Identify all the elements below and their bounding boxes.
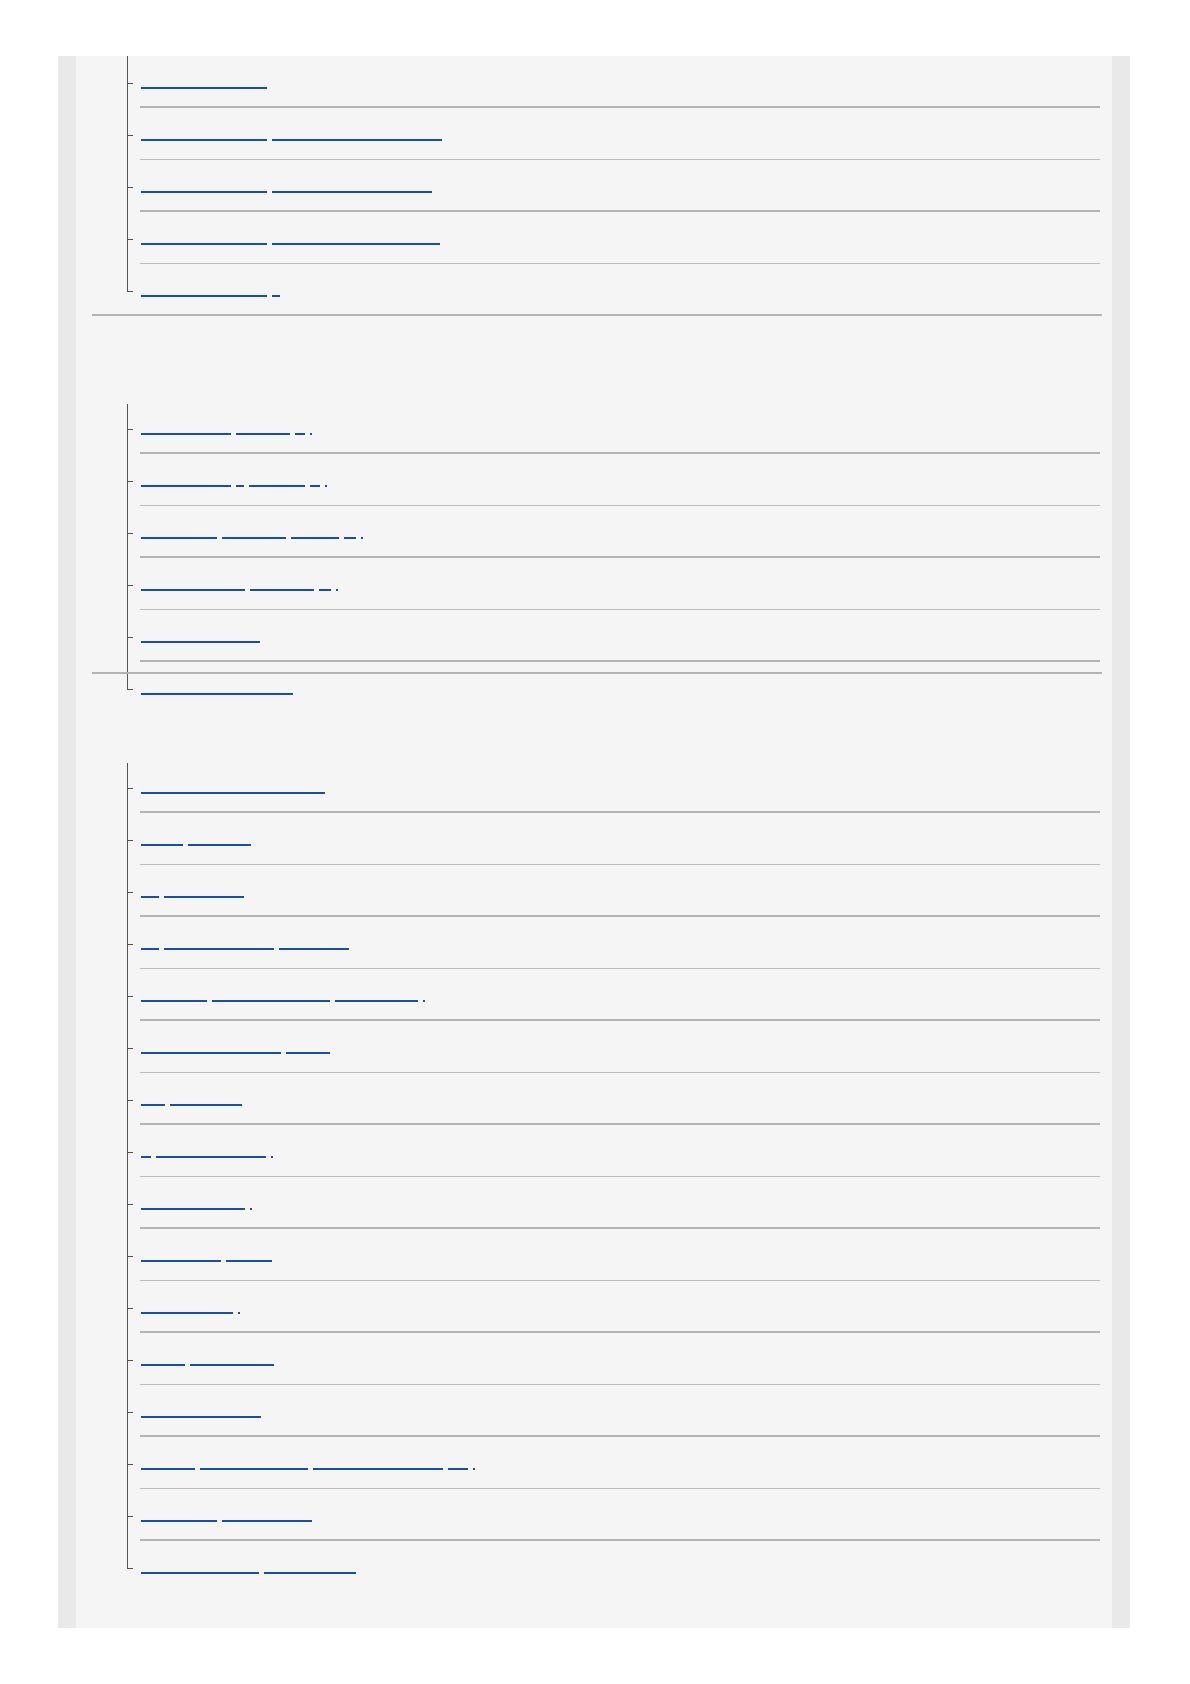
nav-list-item[interactable] (140, 662, 1100, 714)
nav-group-2 (76, 366, 1112, 714)
nav-list-item[interactable] (140, 1073, 1100, 1125)
link-text-segment[interactable] (236, 433, 290, 435)
tree-branch-tick (127, 135, 133, 136)
tree-branch-tick (127, 1256, 133, 1257)
nav-list-item[interactable] (140, 917, 1100, 969)
tree-branch-tick (127, 996, 133, 997)
section-divider (92, 672, 1102, 674)
link-text-segment[interactable] (222, 1520, 312, 1522)
tree-branch-tick (127, 1308, 133, 1309)
tree-branch-tick (127, 1152, 133, 1153)
link-text-segment[interactable] (141, 1416, 261, 1418)
link-text-segment[interactable] (236, 485, 244, 487)
nav-list-item[interactable] (140, 108, 1100, 160)
link-text-segment[interactable] (271, 1156, 273, 1158)
nav-link[interactable] (141, 537, 368, 539)
tree-line (127, 404, 128, 690)
link-text-segment[interactable] (272, 243, 440, 245)
link-text-segment[interactable] (141, 1052, 281, 1054)
link-text-segment[interactable] (291, 537, 339, 539)
link-text-segment[interactable] (212, 1000, 330, 1002)
tree-branch-tick (127, 788, 133, 789)
link-text-segment[interactable] (141, 693, 293, 695)
nav-list-item[interactable] (140, 969, 1100, 1021)
nav-list-item[interactable] (140, 558, 1100, 610)
nav-link[interactable] (141, 1520, 317, 1522)
nav-link[interactable] (141, 1260, 277, 1262)
nav-list-item[interactable] (140, 1333, 1100, 1385)
nav-group-3 (76, 725, 1112, 1593)
link-text-segment[interactable] (170, 1104, 242, 1106)
nav-link[interactable] (141, 295, 285, 297)
link-text-segment[interactable] (141, 896, 159, 898)
link-text-segment[interactable] (141, 1208, 245, 1210)
nav-link[interactable] (141, 589, 343, 591)
nav-list-item[interactable] (140, 813, 1100, 865)
link-text-segment[interactable] (156, 1156, 266, 1158)
link-text-segment[interactable] (190, 1364, 274, 1366)
nav-link[interactable] (141, 485, 332, 487)
link-text-segment[interactable] (250, 1208, 252, 1210)
nav-link[interactable] (141, 948, 354, 950)
nav-link[interactable] (141, 191, 437, 193)
nav-list-item[interactable] (140, 1385, 1100, 1437)
nav-list-item[interactable] (140, 1489, 1100, 1541)
nav-list-item[interactable] (140, 1021, 1100, 1073)
link-text-segment[interactable] (336, 589, 338, 591)
link-text-segment[interactable] (141, 295, 267, 297)
nav-link[interactable] (141, 1104, 247, 1106)
tree-branch-tick (127, 585, 133, 586)
tree-branch-tick (127, 1100, 133, 1101)
nav-list-item[interactable] (140, 212, 1100, 264)
link-text-segment[interactable] (141, 1364, 185, 1366)
nav-list-item[interactable] (140, 1177, 1100, 1229)
link-text-segment[interactable] (141, 87, 267, 89)
link-text-segment[interactable] (335, 1000, 418, 1002)
link-text-segment[interactable] (286, 1052, 330, 1054)
nav-list-item[interactable] (140, 56, 1100, 108)
link-text-segment[interactable] (313, 1468, 443, 1470)
tree-branch-tick (127, 291, 133, 292)
nav-list-item[interactable] (140, 1229, 1100, 1281)
tree-branch-tick (127, 689, 133, 690)
link-text-segment[interactable] (141, 641, 260, 643)
link-text-segment[interactable] (272, 191, 432, 193)
link-text-segment[interactable] (319, 589, 331, 591)
tree-branch-tick (127, 892, 133, 893)
tree-branch-tick (127, 187, 133, 188)
link-text-segment[interactable] (310, 485, 320, 487)
link-text-segment[interactable] (141, 1000, 207, 1002)
link-text-segment[interactable] (325, 485, 327, 487)
tree-branch-tick (127, 1204, 133, 1205)
link-text-segment[interactable] (188, 844, 251, 846)
link-text-segment[interactable] (226, 1260, 272, 1262)
tree-branch-tick (127, 944, 133, 945)
tree-branch-tick (127, 1048, 133, 1049)
tree-line (127, 763, 128, 1569)
tree-branch-tick (127, 239, 133, 240)
nav-list-item[interactable] (140, 865, 1100, 917)
link-text-segment[interactable] (141, 191, 267, 193)
nav-link[interactable] (141, 641, 265, 643)
link-text-segment[interactable] (344, 537, 356, 539)
nav-link[interactable] (141, 896, 249, 898)
link-text-segment[interactable] (141, 485, 231, 487)
link-text-segment[interactable] (423, 1000, 425, 1002)
link-text-segment[interactable] (141, 139, 267, 141)
link-text-segment[interactable] (141, 433, 231, 435)
nav-link[interactable] (141, 844, 256, 846)
link-text-segment[interactable] (238, 1312, 240, 1314)
tree-branch-tick (127, 1464, 133, 1465)
link-text-segment[interactable] (264, 1572, 356, 1574)
tree-branch-tick (127, 429, 133, 430)
link-text-segment[interactable] (141, 792, 325, 794)
nav-link[interactable] (141, 1000, 430, 1002)
nav-list-item[interactable] (140, 1437, 1100, 1489)
nav-link[interactable] (141, 87, 272, 89)
link-text-segment[interactable] (272, 295, 280, 297)
link-text-segment[interactable] (141, 1156, 151, 1158)
link-text-segment[interactable] (141, 1572, 259, 1574)
link-text-segment[interactable] (310, 433, 312, 435)
tree-branch-tick (127, 1568, 133, 1569)
nav-link[interactable] (141, 1468, 480, 1470)
nav-group-1 (76, 56, 1112, 316)
link-text-segment[interactable] (141, 948, 159, 950)
tree-branch-tick (127, 1360, 133, 1361)
nav-list-item[interactable] (140, 264, 1100, 316)
nav-list-item[interactable] (140, 610, 1100, 662)
link-text-segment[interactable] (141, 589, 245, 591)
link-text-segment[interactable] (250, 589, 314, 591)
nav-link[interactable] (141, 433, 317, 435)
nav-link[interactable] (141, 1052, 335, 1054)
tree-branch-tick (127, 533, 133, 534)
tree-branch-tick (127, 840, 133, 841)
link-text-segment[interactable] (200, 1468, 308, 1470)
tree-branch-tick (127, 637, 133, 638)
link-text-segment[interactable] (141, 537, 217, 539)
nav-list-item[interactable] (140, 454, 1100, 506)
nav-link[interactable] (141, 693, 298, 695)
nav-list-item[interactable] (140, 160, 1100, 212)
nav-list-item[interactable] (140, 506, 1100, 558)
link-text-segment[interactable] (473, 1468, 475, 1470)
section-divider (92, 314, 1102, 316)
nav-link[interactable] (141, 243, 445, 245)
link-text-segment[interactable] (164, 896, 244, 898)
content-panel (76, 56, 1112, 1628)
link-text-segment[interactable] (141, 1520, 217, 1522)
tree-branch-tick (127, 1516, 133, 1517)
link-text-segment[interactable] (279, 948, 349, 950)
nav-link[interactable] (141, 1208, 257, 1210)
link-text-segment[interactable] (272, 139, 442, 141)
link-text-segment[interactable] (249, 485, 305, 487)
link-text-segment[interactable] (141, 1104, 165, 1106)
link-text-segment[interactable] (141, 243, 267, 245)
link-text-segment[interactable] (141, 1312, 233, 1314)
nav-list-item[interactable] (140, 1125, 1100, 1177)
link-text-segment[interactable] (222, 537, 286, 539)
nav-link[interactable] (141, 1156, 278, 1158)
nav-list-item[interactable] (140, 402, 1100, 454)
nav-list-item[interactable] (140, 1541, 1100, 1593)
tree-branch-tick (127, 1412, 133, 1413)
link-text-segment[interactable] (141, 844, 183, 846)
link-text-segment[interactable] (141, 1260, 221, 1262)
tree-branch-tick (127, 481, 133, 482)
link-text-segment[interactable] (164, 948, 274, 950)
link-text-segment[interactable] (361, 537, 363, 539)
tree-branch-tick (127, 83, 133, 84)
nav-link[interactable] (141, 1312, 245, 1314)
nav-list-item[interactable] (140, 1281, 1100, 1333)
nav-link[interactable] (141, 1572, 361, 1574)
nav-list-item[interactable] (140, 761, 1100, 813)
nav-link[interactable] (141, 1416, 266, 1418)
tree-line (127, 56, 128, 292)
nav-link[interactable] (141, 139, 447, 141)
nav-link[interactable] (141, 1364, 279, 1366)
link-text-segment[interactable] (448, 1468, 468, 1470)
link-text-segment[interactable] (141, 1468, 195, 1470)
link-text-segment[interactable] (295, 433, 305, 435)
nav-link[interactable] (141, 792, 330, 794)
